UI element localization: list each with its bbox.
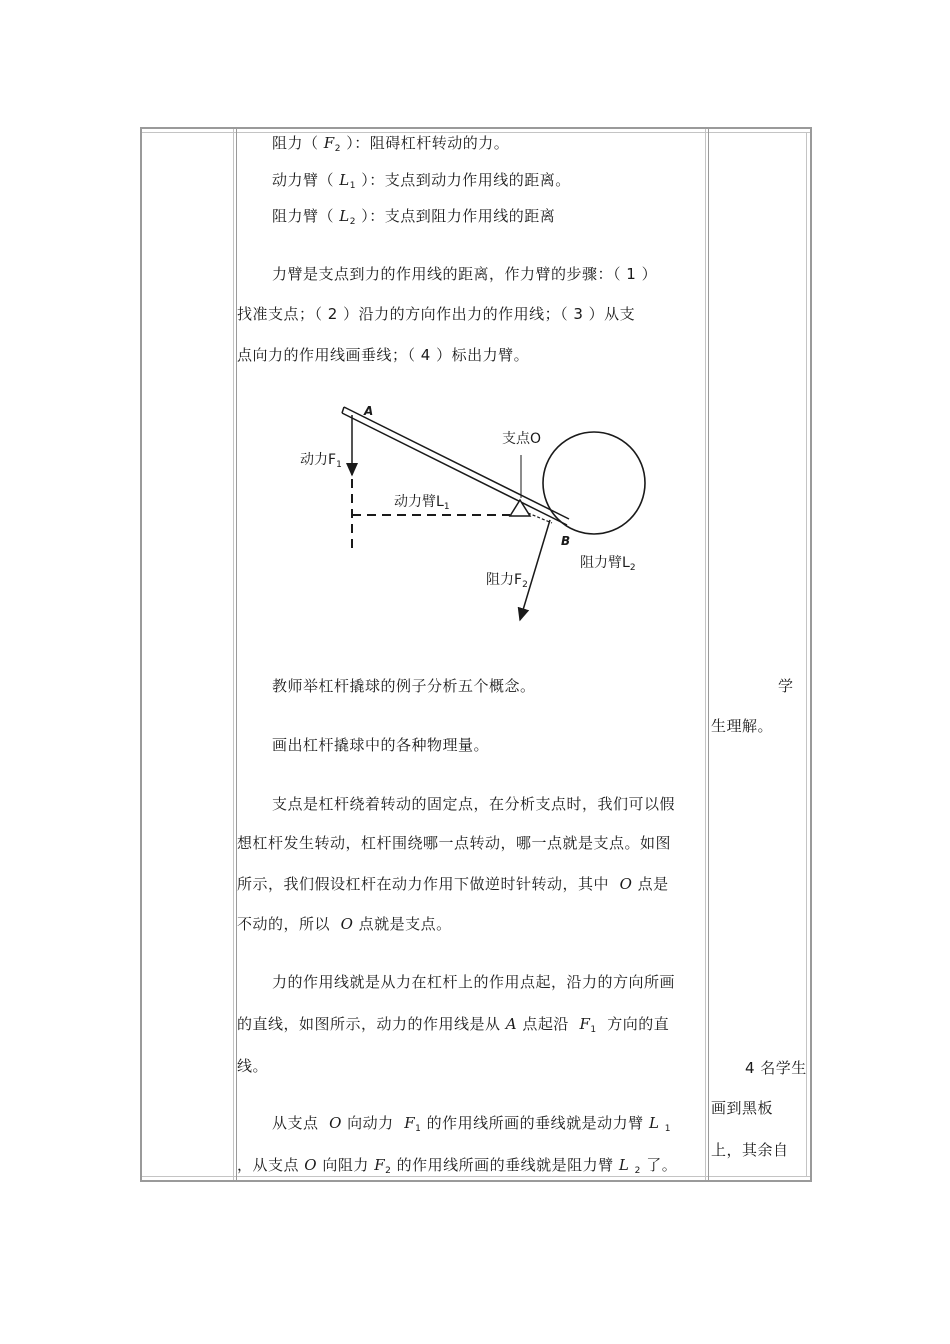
text: 从支点: [272, 1114, 319, 1132]
draw-quantities-line: 画出杠杆撬球中的各种物理量。: [272, 736, 490, 754]
subscript: 2: [385, 1166, 392, 1176]
text: 方向的直: [607, 1015, 670, 1033]
label-effort-force: [300, 451, 342, 470]
label-fulcrum: 支点O: [502, 431, 542, 447]
symbol: O: [340, 915, 354, 933]
label-resistance-arm: [580, 554, 636, 573]
symbol: O: [329, 1114, 342, 1132]
label-effort-arm-sub: 1: [443, 502, 450, 512]
label-resistance-arm-text: 阻力臂L: [580, 555, 630, 571]
symbol: L: [618, 1156, 630, 1174]
column-divider-2: [705, 129, 706, 1180]
text: ，从支点: [237, 1156, 300, 1174]
resistance-arm-line: [528, 513, 552, 523]
label-resistance-arm-sub: 2: [629, 563, 636, 573]
text: 的作用线所画的垂线就是阻力臂: [396, 1156, 614, 1174]
arms-line-2: [237, 1155, 677, 1181]
student-note-1-line-2: 生理解。: [711, 717, 774, 735]
symbol: L: [648, 1114, 660, 1132]
definition-resistance-arm: 阻力臂（ $L_2$ ）：支点到阻力作用线的距离: [272, 207, 556, 227]
symbol: F: [323, 134, 335, 152]
term: 阻力臂: [272, 207, 319, 225]
label-effort-arm: [394, 493, 450, 512]
subscript: 1: [349, 181, 356, 191]
description: ：阻碍杠杆转动的力。: [354, 134, 510, 152]
fulcrum-triangle: [510, 500, 530, 516]
label-effort-force-text: 动力F: [300, 452, 337, 468]
definition-resistance-force: 阻力（ $F_2$ ）：阻碍杠杆转动的力。: [272, 134, 510, 154]
subscript: 2: [349, 217, 356, 227]
fulcrum-line-2: 想杠杆发生转动，杠杆围绕哪一点转动，哪一点就是支点。如图: [237, 834, 672, 852]
table-right-border-inner: [806, 132, 807, 1177]
symbol: L: [339, 207, 350, 225]
label-resistance-force: [486, 571, 528, 590]
definition-effort-arm: 动力臂（ $L_1$ ）：支点到动力作用线的距离。: [272, 171, 571, 191]
student-note-1-line-1: 学: [778, 677, 794, 695]
symbol: L: [339, 171, 350, 189]
arms-line-1: [272, 1113, 671, 1139]
term: 动力臂: [272, 171, 319, 189]
subscript: 1: [415, 1124, 422, 1134]
subscript: 2: [334, 144, 341, 154]
text: 了。: [646, 1156, 678, 1174]
table-top-border: [140, 127, 812, 129]
steps-line-1: 力臂是支点到力的作用线的距离，作力臂的步骤：（ 1 ）: [272, 265, 658, 283]
term: 阻力: [272, 134, 304, 152]
action-line-1: 力的作用线就是从力在杠杆上的作用点起，沿力的方向所画: [272, 973, 676, 991]
text: 向动力: [347, 1114, 394, 1132]
steps-line-2: 找准支点；（ 2 ）沿力的方向作出力的作用线；（ 3 ）从支: [237, 305, 636, 323]
table-right-border: [810, 127, 812, 1182]
column-divider-1: [233, 129, 234, 1180]
student-note-2-line-2: 画到黑板: [711, 1099, 774, 1117]
action-line-2: [237, 1014, 669, 1040]
ball: [543, 432, 645, 534]
subscript: 1: [664, 1124, 671, 1134]
fulcrum-line-4: [237, 914, 452, 934]
text: 点就是支点。: [358, 915, 452, 933]
label-resistance-force-sub: 2: [522, 580, 528, 590]
symbol: O: [304, 1156, 318, 1174]
teacher-example-line: 教师举杠杆撬球的例子分析五个概念。: [272, 677, 536, 695]
label-resistance-force-text: 阻力F: [486, 572, 523, 588]
symbol: F: [374, 1156, 386, 1174]
fulcrum-line-1: 支点是杠杆绕着转动的固定点，在分析支点时，我们可以假: [272, 795, 676, 813]
resistance-force-arrow: [520, 520, 550, 620]
fulcrum-line-3: [237, 874, 669, 894]
text: 不动的，所以: [237, 915, 331, 933]
action-line-3: 线。: [237, 1057, 269, 1075]
text: 向阻力: [322, 1156, 369, 1174]
subscript: 1: [590, 1025, 597, 1035]
subscript: 2: [634, 1166, 641, 1176]
description: ：支点到阻力作用线的距离: [369, 207, 556, 225]
label-effort-arm-text: 动力臂L: [394, 494, 444, 510]
symbol: F: [579, 1015, 591, 1033]
text: 的作用线所画的垂线就是动力臂: [426, 1114, 644, 1132]
symbol: O: [619, 875, 633, 893]
student-note-2-line-1: 4 名学生: [745, 1059, 807, 1077]
steps-line-3: 点向力的作用线画垂线；（ 4 ）标出力臂。: [237, 346, 530, 364]
label-a: A: [364, 404, 374, 418]
symbol: F: [404, 1114, 416, 1132]
text: 点起沿: [522, 1015, 569, 1033]
text: 点是: [637, 875, 669, 893]
label-b: B: [561, 534, 571, 548]
lever-diagram: [290, 395, 660, 635]
lever-bar: [342, 407, 569, 525]
symbol: A: [505, 1015, 518, 1033]
text: 所示，我们假设杠杆在动力作用下做逆时针转动，其中: [237, 875, 610, 893]
column-divider-2b: [708, 129, 709, 1180]
student-note-2-line-3: 上，其余自: [711, 1141, 789, 1159]
description: ：支点到动力作用线的距离。: [369, 171, 571, 189]
table-left-border: [140, 127, 142, 1182]
text: 的直线，如图所示，动力的作用线是从: [237, 1015, 501, 1033]
label-effort-force-sub: 1: [336, 460, 342, 470]
